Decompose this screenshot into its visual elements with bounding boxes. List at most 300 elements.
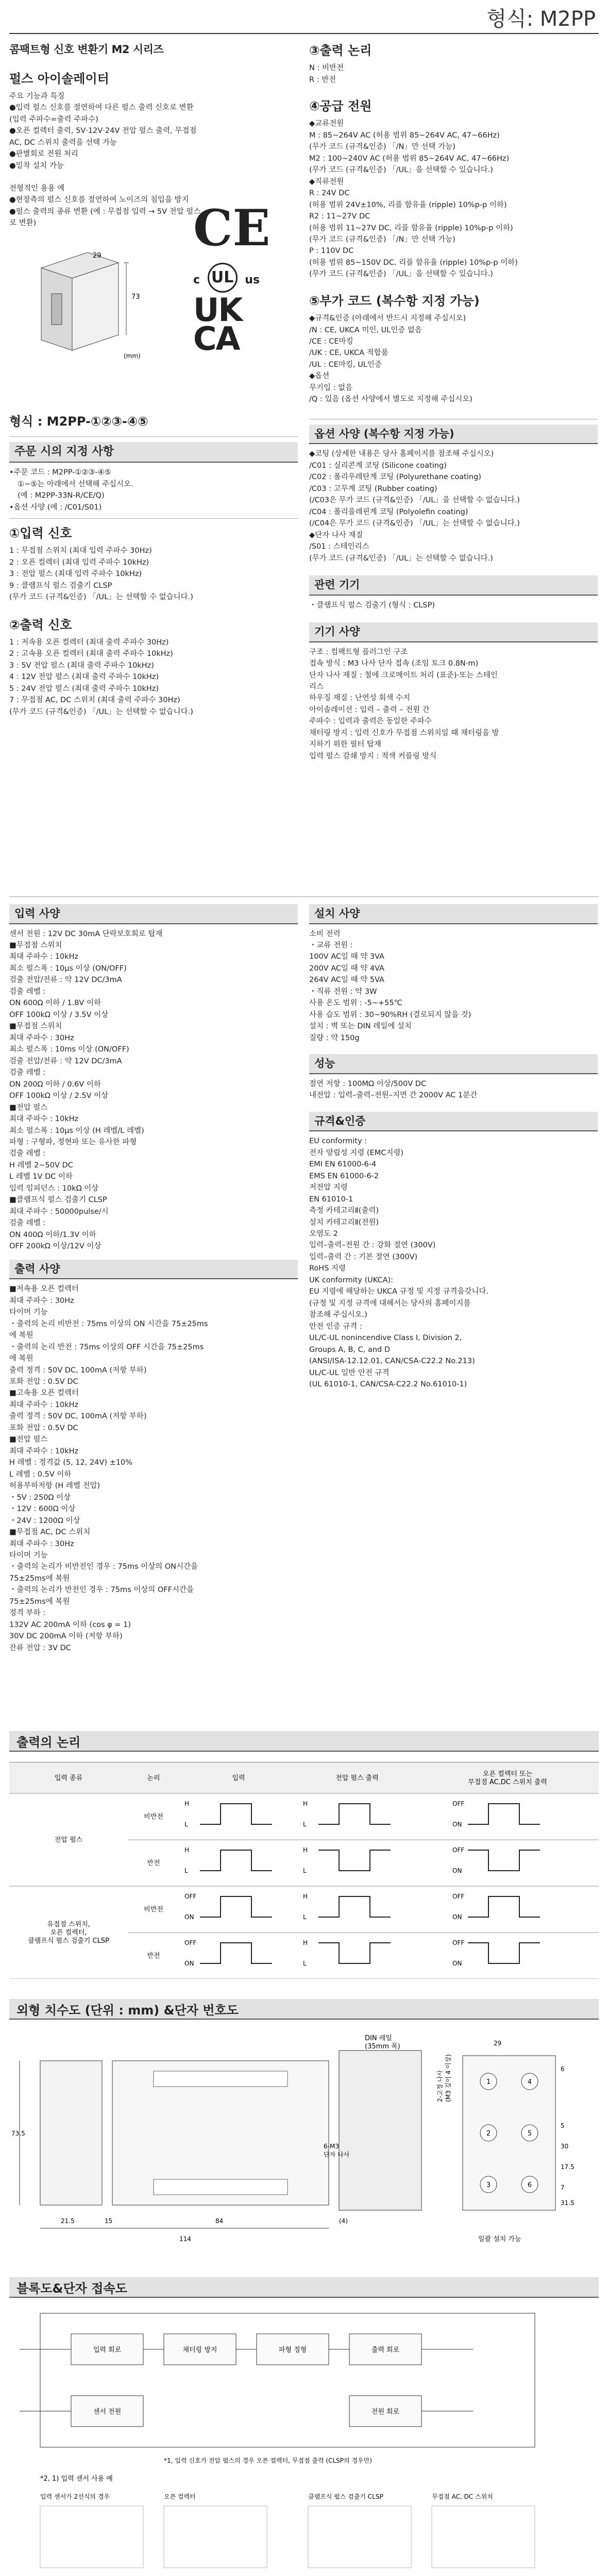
input-spec-line: 입력 임피던스 : 10kΩ 이상: [9, 1184, 99, 1193]
dim-number: (4): [339, 2217, 348, 2225]
output-spec-line: ■무접점 AC, DC 스위치: [9, 1528, 91, 1537]
install-spec-line: 100V AC일 때 약 3VA: [309, 953, 384, 961]
output-signal-line: (무가 코드 (규격&인증) 「/UL」는 선택할 수 없습니다.): [9, 707, 193, 716]
standards-line: (UL 61010-1, CAN/CSA-C22.2 No.61010-1): [309, 1380, 467, 1389]
intro-line: ●밀착 설치 가능: [9, 161, 64, 170]
order-line: •주문 코드 : M2PP-①②③-④⑤: [9, 468, 111, 477]
output-spec-line: ■고속용 오픈 컬렉터: [9, 1389, 79, 1398]
device-spec-line: 리스: [309, 683, 324, 691]
output-spec-line: 최대 주파수 : 10kHz: [9, 1400, 79, 1409]
output-spec-line: ・출력의 논리 반전 : 75ms 이상의 OFF 시간을 75±25ms: [9, 1343, 204, 1351]
input-spec-line: 최소 펄스폭 : 10μs 이상 (ON/OFF): [9, 964, 127, 973]
order-spec-heading: 주문 시의 지정 사항: [9, 442, 298, 463]
power-line: ◆직류전원: [309, 177, 344, 186]
spec-right-column: [309, 904, 598, 1391]
waveform-level-label: ON: [184, 1913, 194, 1921]
device-spec-line: 하우징 재질 : 난연성 회색 수지: [309, 694, 411, 703]
output-spec-line: 에 복원: [9, 1354, 33, 1363]
logic-group-label: 오픈 컬렉터,: [50, 1929, 87, 1937]
spec-left-column: [9, 904, 298, 1654]
logic-type-label: 비반전: [144, 1906, 163, 1913]
device-spec-line: 아이솔레이션 : 입력 – 출력 – 전원 간: [309, 705, 430, 714]
output-spec-line: 75±25ms에 복원: [9, 1597, 70, 1606]
logic-table: [9, 1762, 599, 1978]
block-label: 채터링 방지: [182, 2346, 217, 2354]
product-dimension-label: 73: [131, 293, 140, 301]
terminal-number: 3: [486, 2181, 491, 2189]
terminal-number: 6: [527, 2181, 532, 2189]
order-line: ①~⑤는 아래에서 선택해 주십시오.: [18, 480, 133, 488]
logic-waveform: [318, 1896, 391, 1917]
block-note: *2, 1) 입력 센서 사용 예: [40, 2475, 113, 2483]
addon-line: /CE : CE마킹: [309, 337, 353, 346]
power-line: M : 85~264V AC (허용 범위 85~264V AC, 47~66Hz): [309, 131, 500, 140]
input-spec-line: OFF 200kΩ 이상/12V 이상: [9, 1242, 102, 1251]
wiring-label: 입력 센서가 2선식의 경우: [40, 2493, 110, 2500]
install-spec-line: 설치 : 벽 또는 DIN 레일에 설치: [309, 1022, 412, 1031]
power-line: (무가 코드 (규격&인증) 「/N」만 선택 가능): [309, 143, 455, 151]
waveform-level-label: H: [184, 1846, 190, 1854]
power-line: R : 24V DC: [309, 189, 350, 198]
waveform-level-label: L: [184, 1821, 188, 1828]
output-spec-line: 30V DC 200mA 이하 (저항 부하): [9, 1632, 123, 1641]
device-spec-line: 주파수 : 입력과 출력은 동일한 주파수: [309, 717, 432, 726]
dim-number: 31.5: [561, 2199, 575, 2207]
logic-waveform: [468, 1943, 540, 1963]
standards-list: [309, 1136, 598, 1390]
intro-line: 주요 기능과 특징: [9, 92, 65, 100]
input-spec-line: 검출 레벨 :: [9, 1149, 46, 1158]
input-spec-line: 파형 : 구형파, 정현파 또는 유사한 파형: [9, 1138, 137, 1146]
top-rule: [9, 33, 599, 34]
logic-waveform: [318, 1943, 391, 1963]
divider: [9, 436, 298, 437]
dim-label: 2-고정 나사: [436, 2070, 444, 2102]
input-spec-line: 검출 레벨 :: [9, 1219, 46, 1228]
option-line: ◆코팅 (상세한 내용은 당사 홈페이지를 참조해 주십시오): [309, 450, 494, 459]
standards-line: EU conformity :: [309, 1137, 367, 1146]
input-spec-line: H 레벨 2~50V DC: [9, 1161, 73, 1170]
addon-line: /Q : 있음 (옵션 사양에서 별도로 지정해 주십시오): [309, 395, 472, 404]
option-line: ◆단자 나사 재질: [309, 531, 363, 539]
logic-group-label: 클램프식 펄스 검출기 CLSP: [28, 1937, 109, 1945]
product-image: [21, 247, 141, 360]
standards-line: 입력–출력–전원 간 : 강화 절연 (300V): [309, 1241, 436, 1250]
input-spec-line: ■전압 펄스: [9, 1103, 48, 1112]
install-spec-line: ・교류 전원 :: [309, 941, 353, 950]
option-line: (무가 코드 (규격&인증) 「/UL」는 선택할 수 없습니다.): [309, 554, 493, 563]
input-signal-line: 9 : 클램프식 펄스 검출기 CLSP: [9, 581, 112, 590]
dim-label: 단자 나사: [324, 2151, 350, 2158]
power-line: ◆교류전원: [309, 120, 344, 128]
ul-c-label: c: [193, 274, 200, 286]
install-spec-line: 질량 : 약 150g: [309, 1033, 360, 1042]
standards-line: 저전압 지령: [309, 1183, 348, 1192]
addon-code-heading: ⑤부가 코드 (복수항 지정 가능): [309, 293, 480, 308]
addon-line: /N : CE, UKCA 미인, UL인증 없음: [309, 326, 422, 334]
output-signal-line: 7 : 무접점 AC, DC 스위치 (최대 출력 주파수 30Hz): [9, 696, 180, 705]
waveform-level-label: OFF: [452, 1800, 465, 1807]
output-spec-line: H 레벨 : 정격값 (5, 12, 24V) ±10%: [9, 1459, 133, 1467]
addon-line: /UL : CE마킹, UL인증: [309, 360, 382, 369]
addon-line: /UK : CE, UKCA 적합품: [309, 349, 389, 358]
power-line: (무가 코드 (규격&인증) 「/UL」을 선택할 수 있습니다.): [309, 270, 493, 279]
logic-waveform: [468, 1896, 540, 1917]
standards-line: 참조해 주십시오.): [309, 1311, 367, 1319]
power-heading: ④공급 전원: [309, 99, 372, 114]
output-spec-line: 75±25ms에 복원: [9, 1574, 70, 1583]
dim-number: 6: [561, 2065, 565, 2073]
output-spec-line: 잔류 전압 : 3V DC: [9, 1643, 71, 1652]
dimension-drawing: [9, 2025, 599, 2251]
output-spec-line: 타이머 기능: [9, 1308, 48, 1317]
input-spec-line: OFF 100kΩ 이상 / 3.5V 이상: [9, 1010, 109, 1019]
standards-line: EMI EN 61000-6-4: [309, 1160, 377, 1169]
standards-line: 설치 카테고리Ⅱ(전원): [309, 1218, 379, 1227]
ce-mark-logo: CE: [193, 199, 271, 257]
option-line: /C04 : 폴리올레핀계 코팅 (Polyolefin coating): [309, 507, 468, 516]
output-spec-line: 출력 정격 : 50V DC, 100mA (저항 부하): [9, 1366, 147, 1375]
input-spec-line: OFF 100kΩ 이상 / 2.5V 이상: [9, 1092, 109, 1100]
logic-waveform: [200, 1804, 272, 1824]
intro-line: [9, 172, 298, 183]
addon-line: ◆옵션: [309, 372, 330, 381]
order-line: •옵션 사양 (예 : /C01/S01): [9, 503, 102, 512]
standards-line: UL/C-UL 일반 안전 규격: [309, 1368, 390, 1377]
section-divider: [9, 896, 599, 897]
option-line: /S01 : 스테인리스: [309, 543, 369, 551]
option-line: /C03 : 고무계 코팅 (Rubber coating): [309, 484, 437, 493]
dim-number: 29: [494, 2040, 502, 2047]
install-spec-line: 사용 온도 범위 : -5~+55℃: [309, 999, 402, 1008]
wiring-frame: [164, 2506, 267, 2568]
intro-line: ●판별회로 전원 처리: [9, 150, 78, 159]
model-code-heading: 형식 : M2PP-①②③-④⑤: [9, 414, 148, 429]
waveform-level-label: L: [303, 1913, 307, 1921]
dim-number: 30: [561, 2143, 569, 2150]
ukca-mark-logo: [193, 291, 296, 358]
device-spec-line: 지하기 위한 필터 탑재: [309, 740, 381, 749]
logic-header-cell: 입력: [232, 1774, 245, 1782]
install-spec-line: 264V AC일 때 약 5VA: [309, 976, 384, 985]
wiring-frame: [308, 2506, 411, 2568]
product-subtitle: 펄스 아이솔레이터: [9, 71, 109, 86]
standards-line: 안전 인증 규격 :: [309, 1322, 362, 1331]
standards-line: 오염도 2: [309, 1230, 338, 1239]
ukca-line: UK: [193, 291, 242, 329]
input-spec-line: ■클램프식 펄스 검출기 CLSP: [9, 1196, 107, 1205]
device-spec-line: 접속 방식 : M3 나사 단자 접속 (조임 토크 0.8N·m): [309, 659, 479, 668]
dim-number: 17.5: [561, 2163, 575, 2171]
product-series-title: 콤팩트형 신호 변환기 M2 시리즈: [9, 43, 164, 56]
performance-line: 절연 저항 : 100MΩ 이상/500V DC: [309, 1079, 427, 1088]
intro-line: (입력 주파수=출력 주파수): [9, 115, 98, 124]
input-spec-line: 최소 펄스폭 : 10μs 이상 (H 레벨/L 레벨): [9, 1126, 144, 1135]
product-unit-label: (mm): [124, 352, 141, 360]
input-spec-line: 최대 주파수 : 50000pulse/시: [9, 1207, 109, 1216]
input-spec-line: 검출 전압/전류 : 약 12V DC/3mA: [9, 1057, 122, 1065]
output-spec-heading: 출력 사양: [9, 1260, 298, 1280]
input-spec-line: 최소 펄스폭 : 10ms 이상 (ON/OFF): [9, 1045, 129, 1054]
power-line: (허용 범위 11~27V DC, 리플 함유율 (ripple) 10%p-p 이하): [309, 224, 513, 232]
dimension-section-heading: [9, 1999, 599, 2020]
logic-section-title: 출력의 논리: [16, 1735, 81, 1750]
install-spec-line: 소비 전력: [309, 929, 341, 938]
device-spec-line: 입력 펄스 감쇄 방지 : 적색 커플링 방식: [309, 752, 437, 760]
dim-number: 114: [179, 2235, 191, 2243]
output-spec-list: [9, 1283, 298, 1654]
logic-group-label: 전압 펄스: [54, 1836, 83, 1844]
logic-waveform: [318, 1804, 391, 1824]
related-line: ・클램프식 펄스 검출기 (형식 : CLSP): [309, 601, 435, 609]
waveform-level-label: OFF: [452, 1846, 465, 1854]
ukca-line: CA: [193, 319, 240, 358]
install-spec-list: [309, 928, 598, 1044]
waveform-level-label: H: [303, 1893, 308, 1900]
output-spec-line: 출력 정격 : 50V DC, 100mA (저항 부하): [9, 1412, 147, 1421]
power-line: (허용 범위 24V±10%, 리플 함유율 (ripple) 10%p-p 이하): [309, 200, 507, 209]
dim-number: 84: [215, 2217, 224, 2225]
logic-waveform: [468, 1804, 540, 1824]
standards-line: UK conformity (UKCA):: [309, 1276, 394, 1284]
wiring-label: 무접점 AC, DC 스위치: [432, 2493, 493, 2500]
intro-line: AC, DC 스위치 출력을 선택 가능: [9, 138, 117, 147]
device-spec-line: 단자 나사 재질 : 철에 크로메이트 처리 (표준)·또는 스테인: [309, 671, 498, 680]
input-spec-list: [9, 928, 298, 1252]
terminal-number: 2: [486, 2130, 491, 2138]
logic-waveform: [200, 1896, 272, 1917]
waveform-level-label: H: [184, 1800, 190, 1807]
output-spec-line: 포화 전압 : 0.5V DC: [9, 1377, 78, 1386]
output-signal-heading: ②출력 신호: [9, 617, 72, 632]
block-label: 센서 전원: [93, 2408, 122, 2416]
input-spec-heading: 입력 사양: [9, 904, 298, 924]
standards-line: (규정 및 지정 규격에 대해서는 당사의 홈페이지를: [309, 1299, 471, 1308]
output-signal-line: 3 : 5V 전압 펄스 (최대 출력 주파수 10kHz): [9, 661, 154, 670]
option-spec-heading: 옵션 사양 (복수항 지정 가능): [309, 425, 598, 445]
power-line: P : 110V DC: [309, 247, 354, 256]
dim-number: 7: [561, 2184, 565, 2191]
input-spec-line: ■무접점 스위치: [9, 941, 62, 950]
option-line: /C02 : 폴리우레탄계 코팅 (Polyurethane coating): [309, 473, 481, 482]
block-label: 전원 회로: [371, 2408, 400, 2416]
logic-header-cell: 전압 펄스 출력: [335, 1774, 379, 1782]
output-spec-line: 정격 부하 :: [9, 1609, 46, 1618]
input-signal-line: 3 : 전압 펄스 (최대 입력 주파수 10kHz): [9, 570, 142, 579]
waveform-level-label: ON: [452, 1821, 462, 1828]
standards-line: RoHS 지령: [309, 1264, 346, 1273]
output-spec-line: 132V AC 200mA 이하 (cos φ = 1): [9, 1620, 131, 1629]
ul-us-label: us: [245, 274, 260, 286]
output-spec-line: ■저속용 오픈 컬렉터: [9, 1285, 79, 1294]
power-line: (허용 범위 85~150V DC, 리플 함유율 (ripple) 10%p-p 이하): [309, 258, 518, 267]
standards-line: 입력–출력 간 : 기본 절연 (300V): [309, 1252, 418, 1261]
wiring-frame: [432, 2506, 535, 2568]
order-line: (예 : M2PP-33N-R/CE/Q): [18, 492, 105, 500]
install-spec-heading: 설치 사양: [309, 904, 598, 924]
option-line: (/C03은 무가 코드 (규격&인증) 「/UL」을 선택할 수 없습니다.): [309, 496, 520, 505]
related-device-heading: 관련 기기: [309, 575, 598, 596]
output-spec-line: 타이머 기능: [9, 1551, 48, 1560]
dim-number: 73.5: [11, 2130, 25, 2137]
output-signal-line: 2 : 고속용 오픈 컬렉터 (최대 출력 주파수 10kHz): [9, 650, 173, 658]
power-line: (무가 코드 (규격&인증) 「/UL」을 선택할 수 있습니다.): [309, 166, 493, 175]
block-diagram: [9, 2303, 599, 2576]
output-spec-line: 포화 전압 : 0.5V DC: [9, 1423, 78, 1432]
input-spec-line: 센서 전원 : 12V DC 30mA 단락보호회로 탑재: [9, 929, 163, 938]
input-spec-line: 최대 주파수 : 10kHz: [9, 1115, 79, 1124]
input-spec-line: ON 200Ω 이하 / 0.6V 이하: [9, 1080, 101, 1089]
output-logic-line: N : 비반전: [309, 64, 344, 73]
dim-number: 15: [105, 2217, 113, 2225]
performance-list: [309, 1078, 598, 1101]
output-spec-line: 에 복원: [9, 1331, 33, 1340]
dim-number: 5: [561, 2122, 565, 2129]
output-spec-line: 최대 주파수 : 30Hz: [9, 1296, 74, 1305]
block-label: 입력 회로: [93, 2346, 122, 2354]
block-boxes: [20, 2334, 473, 2427]
input-spec-line: 최대 주파수 : 30Hz: [9, 1033, 74, 1042]
intro-line: ●펄스 출력의 종류 변환 (예 : 무접점 입력 → 5V 전압 펄스: [9, 207, 201, 216]
input-spec-line: 검출 레벨 :: [9, 987, 46, 996]
dim-label: (M3 깊이 4 이상): [445, 2054, 452, 2102]
output-signal-line: 5 : 24V 전압 펄스 (최대 출력 주파수 10kHz): [9, 684, 159, 693]
logic-header-cell: 오픈 컬렉터 또는: [482, 1770, 533, 1778]
performance-line: 내전압 : 입력–출력–전원–지면 간 2000V AC 1분간: [309, 1091, 478, 1100]
logic-group-label: 유접점 스위치,: [47, 1921, 90, 1928]
input-signal-line: (무가 코드 (규격&인증) 「/UL」는 선택할 수 없습니다.): [9, 593, 193, 602]
logic-waveform: [200, 1850, 272, 1871]
waveform-level-label: L: [303, 1821, 307, 1828]
right-column: [309, 36, 598, 762]
device-spec-line: 채터링 방지 : 입력 신호가 무접점 스위치일 때 채터링을 방: [309, 728, 499, 737]
dim-label: 일괄 설치 가능: [478, 2235, 521, 2243]
block-diagram-title: 블록도&단자 접속도: [16, 2281, 127, 2296]
device-spec-line: 구조 : 컴팩트형 플러그인 구조: [309, 648, 408, 656]
ul-mark-logo: [193, 259, 296, 293]
ul-circle-icon: UL: [208, 263, 238, 293]
wiring-label: 오픈 컬렉터: [164, 2493, 196, 2500]
waveform-level-label: L: [303, 1867, 307, 1874]
standards-line: 전자 양립성 지령 (EMC지령): [309, 1148, 404, 1157]
standards-line: EN 61010-1: [309, 1195, 353, 1204]
output-spec-line: L 레벨 : 0.5V 이하: [9, 1470, 72, 1479]
addon-line: 무기입 : 없음: [309, 383, 353, 392]
block-diagram-heading: [9, 2277, 599, 2298]
waveform-level-label: ON: [452, 1867, 462, 1874]
logic-waveform: [200, 1943, 272, 1963]
divider: [9, 518, 298, 519]
intro-line: ●현장측의 펄스 신호를 절연하여 노이즈의 침입을 방지: [9, 196, 189, 205]
input-signal-line: 1 : 무접점 스위치 (최대 입력 주파수 30Hz): [9, 547, 152, 555]
input-spec-line: 최대 주파수 : 10kHz: [9, 953, 79, 961]
wiring-frame: [40, 2506, 143, 2568]
output-spec-line: ・24V : 1200Ω 이상: [9, 1516, 80, 1525]
block-label: 출력 회로: [371, 2346, 400, 2354]
output-spec-line: 최대 주파수 : 30Hz: [9, 1539, 74, 1548]
intro-line: 로 변환): [9, 219, 37, 228]
dim-label: (35mm 폭): [365, 2043, 400, 2050]
output-spec-line: 허용부하저항 (H 레벨 전압): [9, 1482, 100, 1490]
output-spec-line: 최대 주파수 : 10kHz: [9, 1447, 79, 1455]
standards-line: EMS EN 61000-6-2: [309, 1172, 379, 1180]
output-spec-line: ・출력의 논리가 비반전인 경우 : 75ms 이상의 ON시간을: [9, 1563, 198, 1571]
install-spec-line: ・직류 전원 : 약 3W: [309, 987, 377, 996]
input-signal-line: 2 : 오픈 컬렉터 (최대 입력 주파수 10kHz): [9, 558, 149, 567]
performance-heading: 성능: [309, 1054, 598, 1074]
waveform-level-label: H: [303, 1939, 308, 1946]
output-spec-line: ・출력의 논리가 반전인 경우 : 75ms 이상의 OFF시간을: [9, 1586, 194, 1595]
input-spec-line: ON 400Ω 이하/1.3V 이하: [9, 1230, 96, 1239]
waveform-level-label: H: [303, 1800, 308, 1807]
output-spec-line: ■전압 펄스: [9, 1435, 48, 1444]
certification-logos: [193, 199, 296, 374]
waveform-level-label: OFF: [184, 1893, 197, 1900]
logic-header-cell: 무접점 AC,DC 스위치 출력: [468, 1778, 547, 1786]
product-dimension-label: 29: [93, 252, 102, 260]
output-spec-line: ・출력의 논리 비반전 : 75ms 이상의 ON 시간을 75±25ms: [9, 1319, 208, 1328]
addon-line: ◆규격&인증 (아래에서 반드시 지정해 주십시오): [309, 314, 466, 323]
model-title: 형식: M2PP: [486, 7, 596, 31]
power-line: R2 : 11~27V DC: [309, 212, 370, 221]
output-logic-heading: ③출력 논리: [309, 43, 372, 58]
standards-line: (ANSI/ISA-12.12.01, CAN/CSA-C22.2 No.213): [309, 1357, 475, 1366]
standards-line: Groups A, B, C, and D: [309, 1345, 391, 1354]
input-spec-line: 검출 전압/전류 : 약 12V DC/3mA: [9, 976, 122, 985]
standards-line: UL/C-UL nonincendive Class I, Division 2,: [309, 1334, 462, 1343]
waveform-level-label: H: [303, 1846, 308, 1854]
logic-section-heading: [9, 1731, 599, 1752]
install-spec-line: 사용 습도 범위 : 30~90%RH (결로되지 않을 것): [309, 1010, 471, 1019]
logic-waveform: [318, 1850, 391, 1871]
input-spec-line: ■무접점 스위치: [9, 1022, 62, 1031]
waveform-level-label: ON: [452, 1913, 462, 1921]
terminal-number: 4: [527, 2078, 532, 2086]
waveform-level-label: L: [303, 1960, 307, 1967]
option-line: /C01 : 실리콘계 코팅 (Silicone coating): [309, 461, 447, 470]
waveform-level-label: OFF: [452, 1939, 465, 1946]
logic-type-label: 반전: [147, 1952, 160, 1960]
logic-type-label: 비반전: [144, 1813, 163, 1821]
wiring-examples: [40, 2493, 535, 2576]
intro-line: ●입력 펄스 신호를 절연하여 다른 펄스 출력 신호로 변환: [9, 104, 194, 112]
dim-label: 6-M3: [324, 2143, 339, 2150]
waveform-level-label: ON: [452, 1960, 462, 1967]
model-code-block: [9, 412, 298, 718]
terminal-number: 1: [486, 2078, 491, 2086]
input-spec-line: 검출 레벨 :: [9, 1069, 46, 1077]
option-line: (/C04은 무가 코드 (규격&인증) 「/UL」는 선택할 수 없습니다.): [309, 519, 520, 528]
wiring-label: 클램프식 펄스 검출기 CLSP: [308, 2493, 383, 2500]
input-spec-line: L 레벨 1V DC 이하: [9, 1173, 73, 1181]
dim-number: 21.5: [61, 2217, 75, 2225]
waveform-level-label: OFF: [452, 1893, 465, 1900]
output-spec-line: ・5V : 250Ω 이상: [9, 1493, 71, 1502]
device-spec-heading: 기기 사양: [309, 622, 598, 642]
logic-waveform: [468, 1850, 540, 1871]
output-logic-line: R : 반전: [309, 75, 336, 84]
block-label: 파형 정형: [278, 2346, 307, 2354]
waveform-level-label: ON: [184, 1960, 194, 1967]
power-line: M2 : 100~240V AC (허용 범위 85~264V AC, 47~66Hz): [309, 154, 510, 163]
block-note: *1, 입력 신호가 전압 펄스의 경우 오픈 컬렉터, 무접점 출력 (CLSP의 경우만): [164, 2457, 372, 2464]
output-signal-line: 1 : 저속용 오픈 컬렉터 (최대 출력 주파수 30Hz): [9, 638, 169, 647]
terminal-number: 5: [527, 2130, 532, 2138]
input-spec-line: ON 600Ω 이하 / 1.8V 이하: [9, 999, 101, 1008]
logic-type-label: 반전: [147, 1859, 160, 1867]
logic-header-cell: 논리: [147, 1774, 160, 1782]
logic-header-cell: 입력 종류: [54, 1774, 83, 1782]
